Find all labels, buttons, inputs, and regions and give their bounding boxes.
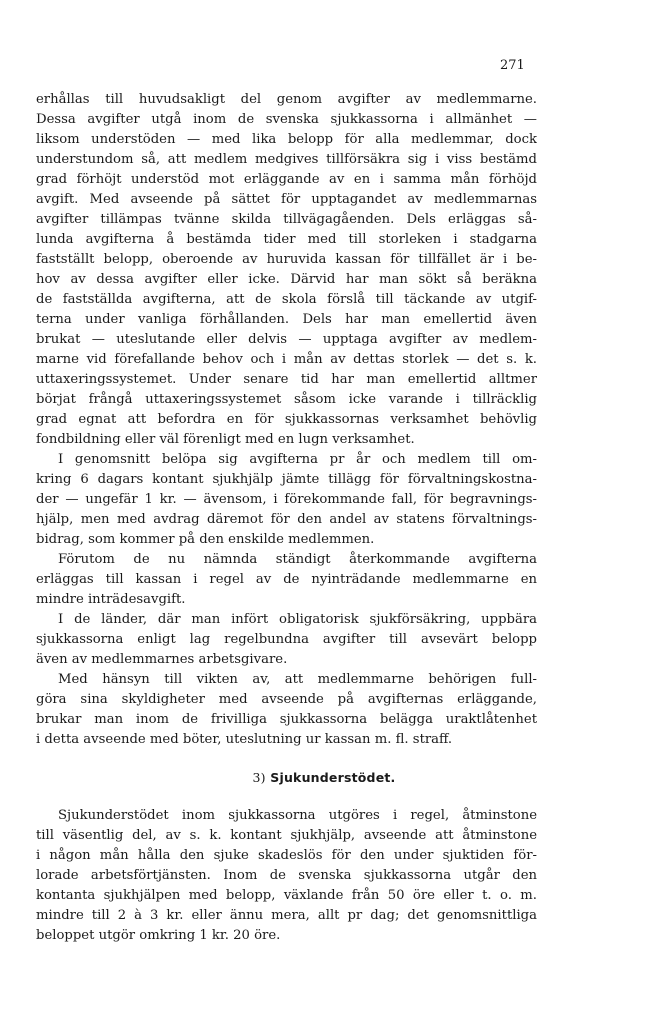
text-line: till väsentlig del, av s. k. kontant sjukhjälp, avseende att åtminstone xyxy=(36,828,537,843)
text-line: Dessa avgifter utgå inom de svenska sjukkassorna i allmänhet — xyxy=(36,112,537,127)
text-line: fastställt belopp, oberoende av huruvida kassan för tillfället är i be- xyxy=(36,252,537,267)
text-line: beloppet utgör omkring 1 kr. 20 öre. xyxy=(36,928,281,943)
text-line: marne vid förefallande behov och i mån av dettas storlek — det s. k. xyxy=(36,352,537,367)
text-line: der — ungefär 1 kr. — ävensom, i förekommande fall, för begravnings- xyxy=(36,492,537,507)
text-line: Förutom de nu nämnda ständigt återkommande avgifterna xyxy=(58,552,537,567)
text-line: liksom understöden — med lika belopp för alla medlemmar, dock xyxy=(36,132,537,147)
text-line: grad förhöjt understöd mot erläggande av en i samma mån förhöjd xyxy=(36,172,537,187)
text-line: terna under vanliga förhållanden. Dels har man emellertid även xyxy=(36,312,537,327)
text-line: bidrag, som kommer på den enskilde medlemmen. xyxy=(36,532,375,547)
text-line: lunda avgifterna å bestämda tider med till storleken i stadgarna xyxy=(36,232,537,247)
text-line: I genomsnitt belöpa sig avgifterna pr år och medlem till om- xyxy=(58,452,537,467)
text-line: kring 6 dagars kontant sjukhjälp jämte tillägg för förvaltningskostna- xyxy=(36,472,537,487)
text-line: sjukkassorna enligt lag regelbundna avgifter till avsevärt belopp xyxy=(36,632,537,647)
text-line: grad egnat att befordra en för sjukkassornas verksamhet behövlig xyxy=(36,412,537,427)
text-line: Med hänsyn till vikten av, att medlemmarne behörigen full- xyxy=(58,672,537,687)
text-line: göra sina skyldigheter med avseende på avgifternas erläggande, xyxy=(36,692,537,707)
text-line: I de länder, där man infört obligatorisk sjukförsäkring, uppbära xyxy=(58,612,537,627)
text-line: brukat — uteslutande eller delvis — upptaga avgifter av medlem- xyxy=(36,332,537,347)
text-line: i någon mån hålla den sjuke skadeslös för den under sjuktiden för- xyxy=(36,848,537,863)
text-line: mindre till 2 à 3 kr. eller ännu mera, allt pr dag; det genomsnittliga xyxy=(36,908,537,923)
section-number: 3) xyxy=(252,770,266,785)
text-line: de fastställda avgifterna, att de skola förslå till täckande av utgif- xyxy=(36,292,537,307)
text-line: fondbildning eller väl förenligt med en lugn verksamhet. xyxy=(36,432,415,447)
section-heading xyxy=(0,770,648,785)
text-line: Sjukunderstödet inom sjukkassorna utgöres i regel, åtminstone xyxy=(58,808,537,823)
section-title: Sjukunderstödet. xyxy=(270,770,396,785)
text-line: i detta avseende med böter, uteslutning ur kassan m. fl. straff. xyxy=(36,732,453,747)
text-line: även av medlemmarnes arbetsgivare. xyxy=(36,652,288,667)
text-line: erläggas till kassan i regel av de nyinträdande medlemmarne en xyxy=(36,572,537,587)
text-line: lorade arbetsförtjänsten. Inom de svenska sjukkassorna utgår den xyxy=(36,868,537,883)
text-line: hjälp, men med avdrag däremot för den andel av statens förvaltnings- xyxy=(36,512,537,527)
text-line: erhållas till huvudsakligt del genom avgifter av medlemmarne. xyxy=(36,92,537,107)
text-line: hov av dessa avgifter eller icke. Därvid har man sökt så beräkna xyxy=(36,272,537,287)
text-line: börjat frångå uttaxeringssystemet såsom icke varande i tillräcklig xyxy=(36,392,537,407)
text-line: avgifter tillämpas tvänne skilda tillvägagåenden. Dels erläggas så- xyxy=(36,212,537,227)
text-line: brukar man inom de frivilliga sjukkassorna belägga uraktlåtenhet xyxy=(36,712,537,727)
text-line: understundom så, att medlem medgives tillförsäkra sig i viss bestämd xyxy=(36,152,537,167)
text-line: uttaxeringssystemet. Under senare tid har man emellertid alltmer xyxy=(36,372,537,387)
text-line: avgift. Med avseende på sättet för upptagandet av medlemmarnas xyxy=(36,192,537,207)
page-number: 271 xyxy=(500,58,525,73)
text-line: kontanta sjukhjälpen med belopp, växlande från 50 öre eller t. o. m. xyxy=(36,888,537,903)
text-line: mindre inträdesavgift. xyxy=(36,592,186,607)
